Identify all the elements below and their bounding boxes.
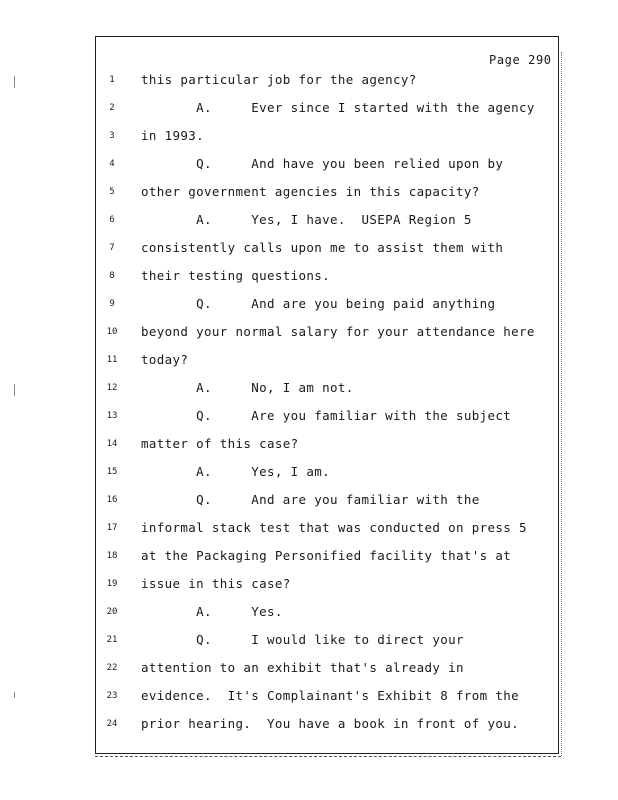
line-number: 10 xyxy=(106,327,118,337)
transcript-line: A. Yes, I have. USEPA Region 5 xyxy=(141,212,472,227)
line-number: 18 xyxy=(106,551,118,561)
line-number: 4 xyxy=(109,159,115,169)
line-number: 6 xyxy=(109,215,115,225)
transcript-line: Q. Are you familiar with the subject xyxy=(141,408,512,423)
line-number: 1 xyxy=(109,75,115,85)
transcript-line: attention to an exhibit that's already in xyxy=(141,660,464,675)
transcript-line: issue in this case? xyxy=(141,576,291,591)
transcript-line: matter of this case? xyxy=(141,436,299,451)
line-number: 11 xyxy=(106,355,118,365)
transcript-line: prior hearing. You have a book in front of you. xyxy=(141,716,520,731)
transcript-line: A. Ever since I started with the agency xyxy=(141,100,535,115)
transcript-line: consistently calls upon me to assist them with xyxy=(141,240,504,255)
line-number: 7 xyxy=(109,243,115,253)
line-number: 19 xyxy=(106,579,118,589)
line-number: 16 xyxy=(106,495,118,505)
line-number: 24 xyxy=(106,719,118,729)
transcript-line: Q. I would like to direct your xyxy=(141,632,464,647)
line-number: 21 xyxy=(106,635,118,645)
transcript-line: in 1993. xyxy=(141,128,205,143)
line-number: 2 xyxy=(109,103,115,113)
margin-punch-mark xyxy=(14,692,15,698)
transcript-line: evidence. It's Complainant's Exhibit 8 from the xyxy=(141,688,520,703)
right-margin-rule xyxy=(561,52,562,756)
transcript-line: today? xyxy=(141,352,189,367)
line-number: 3 xyxy=(109,131,115,141)
line-number: 14 xyxy=(106,439,118,449)
line-number: 17 xyxy=(106,523,118,533)
line-number: 13 xyxy=(106,411,118,421)
transcript-line: at the Packaging Personified facility that's at xyxy=(141,548,512,563)
line-number: 8 xyxy=(109,271,115,281)
transcript-line: A. Yes. xyxy=(141,604,283,619)
line-number: 20 xyxy=(106,607,118,617)
transcript-line: other government agencies in this capacity? xyxy=(141,184,480,199)
margin-punch-mark xyxy=(14,76,15,88)
transcript-line: their testing questions. xyxy=(141,268,331,283)
transcript-line: this particular job for the agency? xyxy=(141,72,417,87)
line-number: 12 xyxy=(106,383,118,393)
line-number: 5 xyxy=(109,187,115,197)
transcript-line: beyond your normal salary for your attendance here xyxy=(141,324,535,339)
transcript-line: Q. And are you familiar with the xyxy=(141,492,480,507)
transcript-line: Q. And are you being paid anything xyxy=(141,296,496,311)
transcript-line: A. Yes, I am. xyxy=(141,464,331,479)
page-number: Page 290 xyxy=(489,53,552,67)
transcript-line: Q. And have you been relied upon by xyxy=(141,156,504,171)
line-number: 9 xyxy=(109,299,115,309)
margin-punch-mark xyxy=(14,384,15,396)
line-number: 22 xyxy=(106,663,118,673)
transcript-line: informal stack test that was conducted on press 5 xyxy=(141,520,527,535)
line-number: 15 xyxy=(106,467,118,477)
line-number: 23 xyxy=(106,691,118,701)
transcript-line: A. No, I am not. xyxy=(141,380,354,395)
bottom-rule xyxy=(95,756,561,757)
